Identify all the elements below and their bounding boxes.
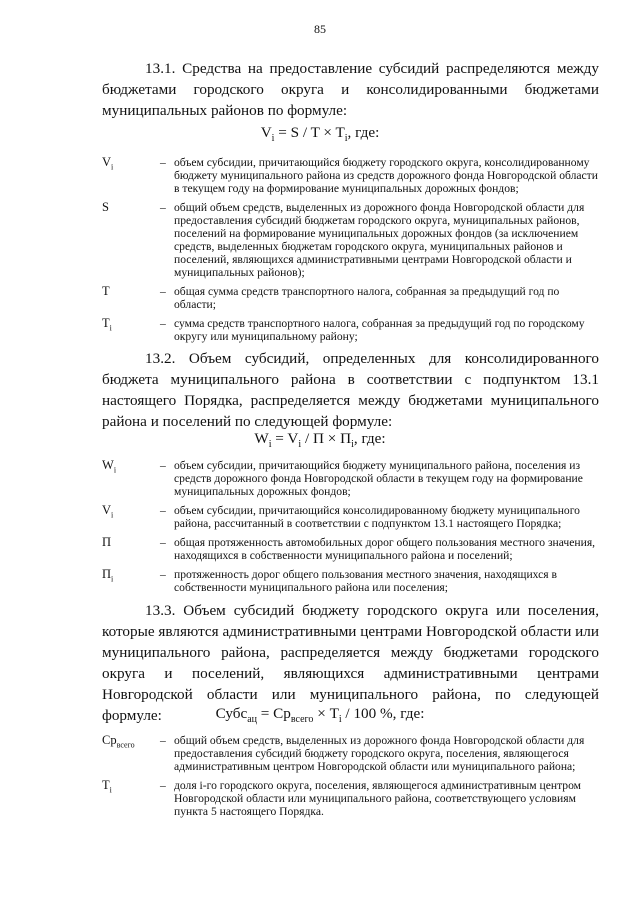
definition-dash: – — [160, 285, 166, 298]
definition-symbol: $W_i$ — [102, 458, 117, 475]
definition-dash: – — [160, 201, 166, 214]
formula-term: = S / T × T — [274, 124, 345, 141]
definitions-13-1 — [102, 156, 602, 349]
formula-subscript: i — [298, 439, 302, 451]
definition-dash: – — [160, 536, 166, 549]
definition-dash: – — [160, 734, 166, 747]
definition-symbol: $Ср_{всего}$ — [102, 733, 135, 750]
definition-dash: – — [160, 317, 166, 330]
paragraph-13-2: 13.2. Объем субсидий, определенных для консолидированного бюджета муниципального района в соответствии с подпунктом 13.1 настоящего Порядка, распределяется между бюджетами муниципального района и поселений по следующей формуле: — [102, 350, 599, 430]
definition-text: общий объем средств, выделенных из дорожного фонда Новгородской области для предоставления субсидий бюджетам городского округа, муниципальных районов, поселений на формирование муниципальных дорожных фондов (за исключением средств, выделенных бюджетам городского округа, муниципальных районов и поселений, являющихся административными центрами Новгородской области и муниципальных районов); — [174, 201, 585, 279]
definition-text: сумма средств транспортного налога, собранная за предыдущий год по городскому округу или муниципальному району; — [174, 317, 585, 343]
formula-13-3 — [0, 705, 640, 725]
definition-text: общая сумма средств транспортного налога, собранная за предыдущий год по области; — [174, 285, 560, 311]
definitions-13-3 — [102, 734, 602, 824]
formula-subscript: i — [268, 439, 272, 451]
definition-symbol: S — [102, 200, 109, 214]
formula-term: / П × П — [301, 430, 352, 447]
formula-term: = Ср — [257, 705, 291, 722]
definition-text: объем субсидии, причитающийся бюджету муниципального района, поселения из средств дорожного фонда Новгородской области в текущем году на формирование муниципальных дорожных фондов; — [174, 459, 583, 498]
definition-symbol: П — [102, 535, 112, 549]
formula-term: / 100 %, где: — [341, 705, 425, 722]
formula-term: V — [260, 124, 272, 141]
definition-text: общая протяженность автомобильных дорог общего пользования местного значения, находящихся в собственности муниципального района и поселений; — [174, 536, 596, 562]
paragraph-13-3: 13.3. Объем субсидий бюджету городского округа или поселения, которые являются административными центрами Новгородской области или муниципального района, распределяется между бюджетами городского округа и поселений, являющихся административными центрами Новгородской области или муниципального района, по следующей формуле: — [102, 602, 599, 724]
formula-term: W — [254, 430, 269, 447]
formula-term: , где: — [347, 124, 380, 141]
definition-row — [102, 504, 602, 530]
definition-row — [102, 568, 602, 594]
definition-row — [102, 201, 602, 279]
formula-13-2 — [0, 430, 640, 450]
formula-term: = V — [271, 430, 299, 447]
paragraph-13-1: 13.1. Средства на предоставление субсидий распределяются между бюджетами городского округа и консолидированными бюджетами муниципальных районов по формуле: — [102, 60, 599, 119]
definition-symbol: T — [102, 284, 110, 298]
definition-row — [102, 536, 602, 562]
definition-dash: – — [160, 504, 166, 517]
definition-dash: – — [160, 779, 166, 792]
definition-symbol: $V_i$ — [102, 155, 114, 172]
definition-row — [102, 459, 602, 498]
definition-row — [102, 317, 602, 343]
definition-symbol: $V_i$ — [102, 503, 114, 520]
definition-row — [102, 779, 602, 818]
definition-dash: – — [160, 459, 166, 472]
definition-dash: – — [160, 156, 166, 169]
definition-row — [102, 156, 602, 195]
definitions-13-2 — [102, 459, 602, 600]
definition-text: объем субсидии, причитающийся бюджету городского округа, консолидированному бюджету муниципального района из средств дорожного фонда Новгородской области в текущем году на формирование муниципальных дорожных фондов; — [174, 156, 598, 195]
page-number: 85 — [314, 22, 326, 36]
formula-term: Субс — [215, 705, 248, 722]
definition-symbol: $T_i$ — [102, 316, 112, 333]
formula-subscript: i — [344, 133, 348, 145]
definition-symbol: $П_i$ — [102, 567, 114, 584]
definition-row — [102, 285, 602, 311]
formula-term: , где: — [353, 430, 386, 447]
formula-13-1 — [0, 124, 640, 144]
formula-subscript: всего — [290, 714, 314, 726]
formula-subscript: i — [338, 714, 342, 726]
definition-text: общий объем средств, выделенных из дорожного фонда Новгородской области для предоставления субсидий бюджету городского округа, поселения, являющегося административным центром Новгородской области или муниципального района; — [174, 734, 585, 773]
definition-dash: – — [160, 568, 166, 581]
formula-subscript: i — [351, 439, 354, 451]
formula-subscript: ац — [247, 714, 257, 726]
definition-row — [102, 734, 602, 773]
definition-text: доля i-го городского округа, поселения, являющегося административным центром Новгородской области или муниципального района, соответствующего условиям пункта 5 настоящего Порядка. — [174, 779, 582, 818]
formula-term: × T — [313, 705, 339, 722]
formula-subscript: i — [271, 133, 275, 145]
definition-text: объем субсидии, причитающийся консолидированному бюджету муниципального района, рассчитанный в соответствии с подпунктом 13.1 настоящего Порядка; — [174, 504, 580, 530]
definition-symbol: $T_i$ — [102, 778, 112, 795]
definition-text: протяженность дорог общего пользования местного значения, находящихся в собственности муниципального района или поселения; — [174, 568, 557, 594]
